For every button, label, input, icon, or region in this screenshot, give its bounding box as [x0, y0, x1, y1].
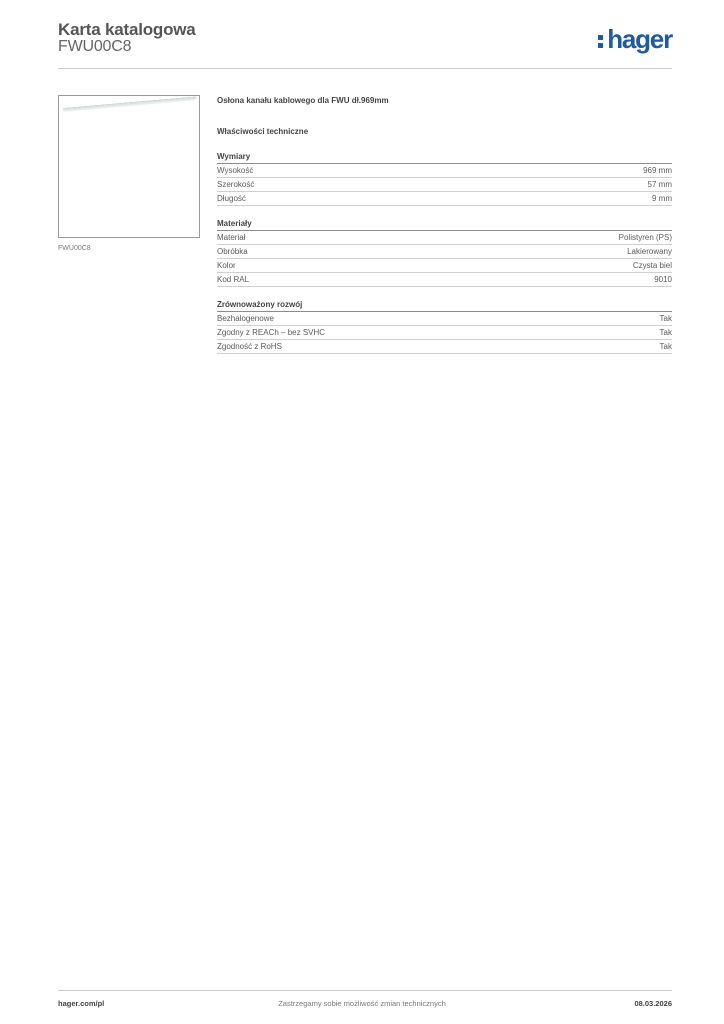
hager-logo [598, 26, 672, 52]
spec-value: 969 mm [643, 166, 672, 175]
spec-label: Obróbka [217, 247, 248, 256]
spec-row [217, 245, 672, 259]
section-dimensions [217, 151, 672, 206]
footer-divider [58, 990, 672, 991]
image-caption: FWU00C8 [58, 245, 91, 252]
section-sustainability [217, 299, 672, 354]
footer-disclaimer: Zastrzegamy sobie możliwość zmian technicznych [278, 999, 446, 1008]
spec-content [217, 96, 672, 354]
spec-label: Długość [217, 194, 246, 203]
spec-value: 57 mm [647, 180, 672, 189]
spec-row [217, 312, 672, 326]
spec-label: Kolor [217, 261, 236, 270]
spec-row [217, 178, 672, 192]
product-code: FWU00C8 [58, 38, 132, 55]
spec-row [217, 231, 672, 245]
spec-label: Bezhalogenowe [217, 314, 274, 323]
spec-label: Zgodny z REACh – bez SVHC [217, 328, 326, 337]
page-title: Karta katalogowa [58, 20, 196, 39]
spec-label: Kod RAL [217, 275, 250, 284]
spec-value: Czysta biel [632, 261, 672, 270]
section-title: Wymiary [217, 151, 672, 164]
spec-row [217, 259, 672, 273]
spec-value: Tak [659, 328, 672, 337]
spec-row [217, 326, 672, 340]
spec-label: Zgodność z RoHS [217, 342, 282, 351]
spec-value: Tak [659, 314, 672, 323]
section-title: Materiały [217, 218, 672, 231]
footer-date: 08.03.2026 [634, 999, 672, 1008]
spec-value: Polistyren (PS) [618, 233, 672, 242]
logo-text: hager [607, 24, 672, 54]
footer-website-link[interactable]: hager.com/pl [58, 999, 105, 1008]
spec-row [217, 273, 672, 287]
cable-channel-cover-illustration [63, 96, 197, 112]
technical-properties-heading: Właściwości techniczne [217, 127, 309, 136]
spec-row [217, 164, 672, 178]
spec-label: Szerokość [217, 180, 255, 189]
spec-label: Wysokość [217, 166, 254, 175]
spec-value: Tak [659, 342, 672, 351]
header-divider [58, 68, 672, 69]
spec-value: 9 mm [652, 194, 672, 203]
spec-row [217, 192, 672, 206]
product-description: Osłona kanału kablowego dla FWU dł.969mm [217, 96, 389, 105]
section-materials [217, 218, 672, 287]
spec-row [217, 340, 672, 354]
section-title: Zrównoważony rozwój [217, 299, 672, 312]
spec-label: Materiał [217, 233, 246, 242]
logo-colon-icon [598, 30, 606, 50]
product-image [58, 95, 200, 238]
spec-value: Lakierowany [627, 247, 672, 256]
spec-value: 9010 [654, 275, 672, 284]
